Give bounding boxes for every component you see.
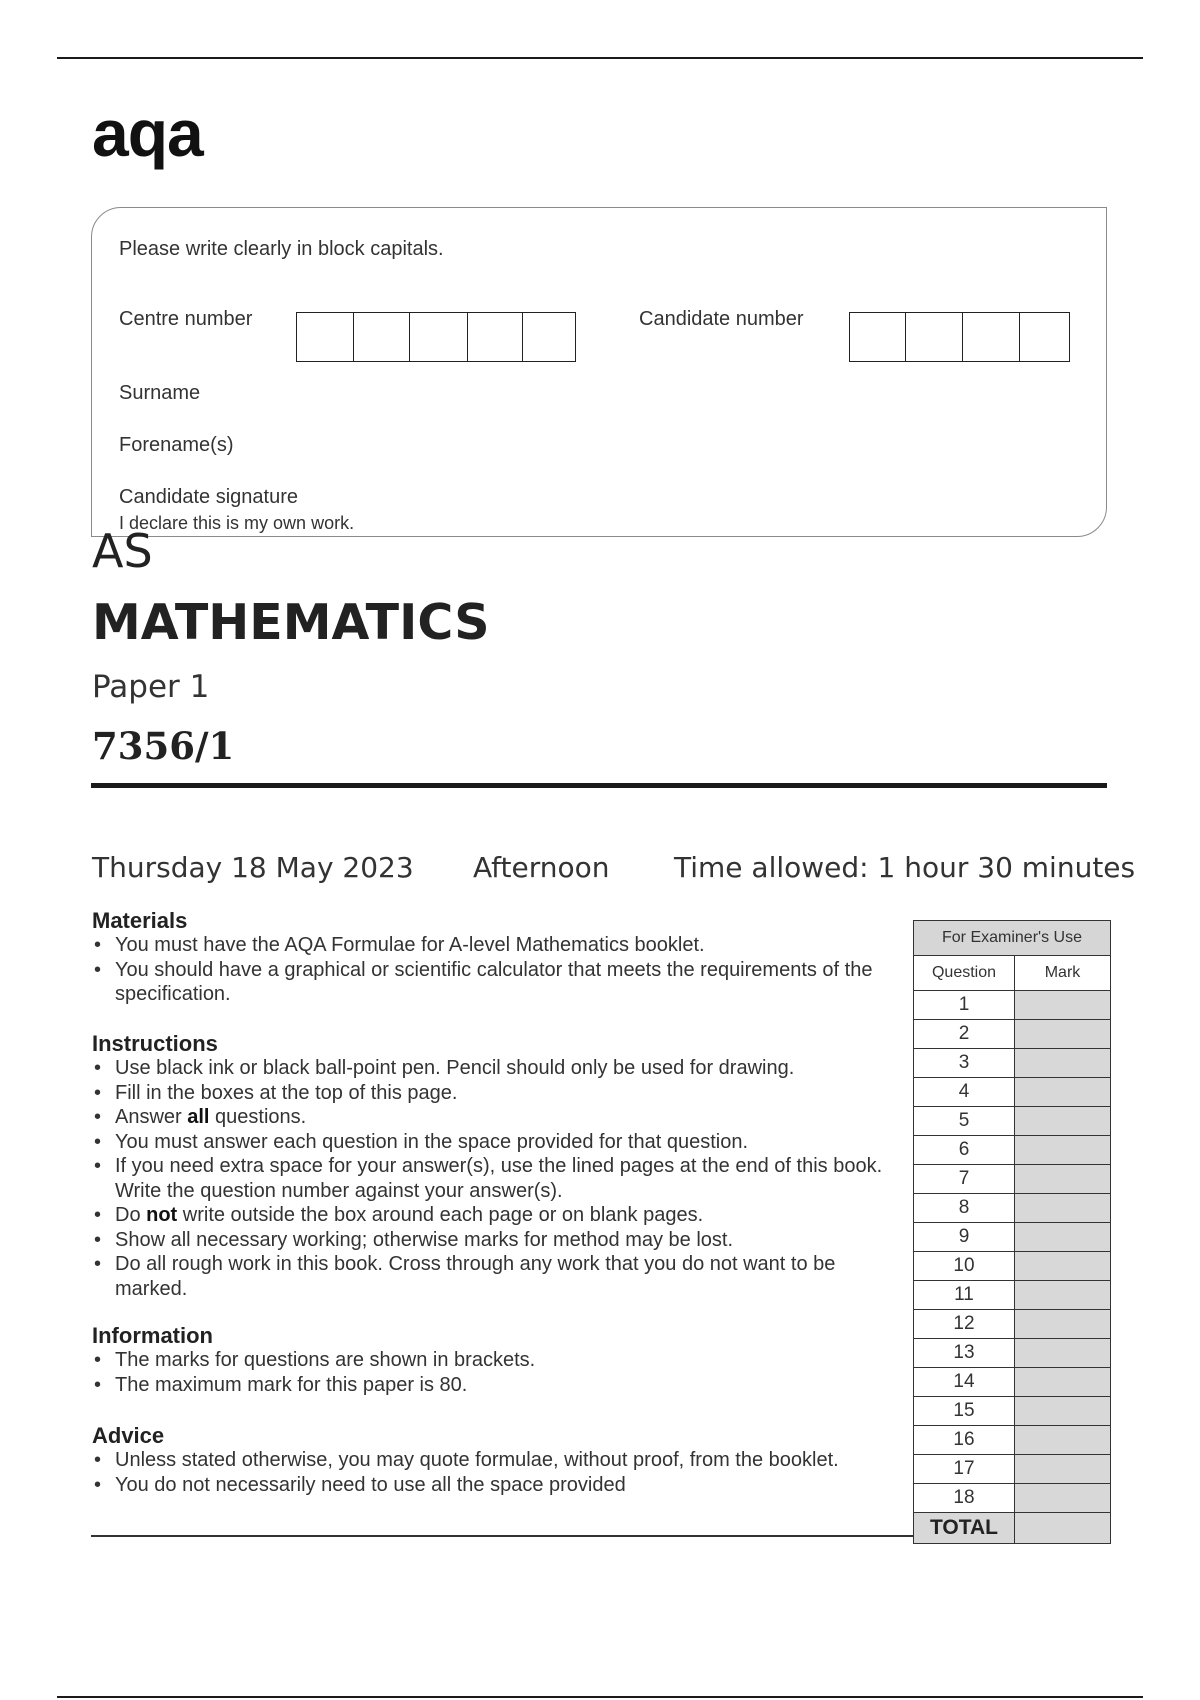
list-item: • Answer all questions. [92,1105,892,1130]
table-row [914,1223,1111,1252]
centre-digit-box[interactable] [410,313,468,361]
question-number-cell: 6 [914,1136,1015,1165]
table-row [914,1339,1111,1368]
forenames-label: Forename(s) [119,434,234,456]
information-heading: Information [92,1323,213,1348]
question-number-cell: 8 [914,1194,1015,1223]
mark-cell[interactable] [1015,1368,1111,1397]
mark-cell[interactable] [1015,1339,1111,1368]
total-mark-cell[interactable] [1015,1513,1111,1544]
question-number-cell: 14 [914,1368,1015,1397]
time-allowed: Time allowed: 1 hour 30 minutes [674,851,1136,884]
total-row [914,1513,1111,1544]
centre-digit-box[interactable] [354,313,411,361]
question-number-cell: 16 [914,1426,1015,1455]
block-capitals-instruction: Please write clearly in block capitals. [119,238,444,260]
centre-digit-box[interactable] [468,313,524,361]
question-number-cell: 2 [914,1020,1015,1049]
title-divider [91,783,1107,788]
centre-digit-box[interactable] [297,313,354,361]
question-number-cell: 1 [914,991,1015,1020]
table-row [914,1281,1111,1310]
list-item: • You should have a graphical or scientific calculator that meets the requirements of the specification. [92,958,892,1007]
paper-number: Paper 1 [92,669,210,705]
list-item: • Fill in the boxes at the top of this page. [92,1081,892,1106]
exam-date: Thursday 18 May 2023 [92,851,414,884]
advice-divider [91,1535,916,1537]
table-row [914,1426,1111,1455]
examiner-use-title: For Examiner's Use [914,921,1111,956]
signature-label: Candidate signature [119,486,299,508]
mark-cell[interactable] [1015,1397,1111,1426]
list-item: • Unless stated otherwise, you may quote formulae, without proof, from the booklet. [92,1448,892,1473]
candidate-digit-box[interactable] [850,313,906,361]
centre-number-label: Centre number [119,308,253,330]
mark-cell[interactable] [1015,1223,1111,1252]
candidate-digit-box[interactable] [963,313,1020,361]
table-row [914,1107,1111,1136]
list-item: • The marks for questions are shown in brackets. [92,1348,892,1373]
materials-list [92,933,892,1007]
candidate-digit-box[interactable] [906,313,962,361]
question-number-cell: 9 [914,1223,1015,1252]
list-item: • Do all rough work in this book. Cross through any work that you do not want to be marked. [92,1252,892,1301]
advice-heading: Advice [92,1423,165,1448]
bottom-border-line [57,1696,1143,1698]
mark-column-header: Mark [1015,956,1111,991]
mark-cell[interactable] [1015,1078,1111,1107]
table-row [914,1078,1111,1107]
candidate-details-box [91,207,1107,537]
exam-session: Afternoon [473,851,610,884]
instructions-heading: Instructions [92,1031,218,1056]
materials-heading: Materials [92,908,188,933]
question-number-cell: 3 [914,1049,1015,1078]
subject-title: MATHEMATICS [92,594,490,651]
mark-cell[interactable] [1015,1020,1111,1049]
candidate-digit-box[interactable] [1020,313,1069,361]
mark-cell[interactable] [1015,1281,1111,1310]
mark-cell[interactable] [1015,1455,1111,1484]
question-number-cell: 4 [914,1078,1015,1107]
mark-cell[interactable] [1015,1426,1111,1455]
mark-cell[interactable] [1015,1165,1111,1194]
list-item: • The maximum mark for this paper is 80. [92,1373,892,1398]
list-item: • You must have the AQA Formulae for A-level Mathematics booklet. [92,933,892,958]
table-row [914,1368,1111,1397]
qualification-level: AS [92,524,153,578]
question-number-cell: 18 [914,1484,1015,1513]
question-number-cell: 13 [914,1339,1015,1368]
list-item: • You do not necessarily need to use all the space provided [92,1473,892,1498]
advice-list [92,1448,892,1497]
centre-digit-box[interactable] [523,313,575,361]
mark-cell[interactable] [1015,1194,1111,1223]
information-list [92,1348,892,1397]
question-number-cell: 7 [914,1165,1015,1194]
candidate-number-label: Candidate number [639,308,804,330]
paper-code: 7356/1 [92,724,235,768]
question-number-cell: 15 [914,1397,1015,1426]
table-row [914,1310,1111,1339]
table-row [914,1049,1111,1078]
mark-cell[interactable] [1015,1136,1111,1165]
question-number-cell: 17 [914,1455,1015,1484]
centre-number-field[interactable] [296,312,576,362]
question-column-header: Question [914,956,1015,991]
table-row [914,1020,1111,1049]
mark-cell[interactable] [1015,1049,1111,1078]
aqa-logo: aqa [92,96,203,170]
table-row [914,1397,1111,1426]
question-number-cell: 11 [914,1281,1015,1310]
table-row [914,1455,1111,1484]
own-work-declaration: I declare this is my own work. [119,513,355,533]
list-item: • Do not write outside the box around each page or on blank pages. [92,1203,892,1228]
question-number-cell: 12 [914,1310,1015,1339]
list-item: • Show all necessary working; otherwise marks for method may be lost. [92,1228,892,1253]
examiner-use-table [913,920,1111,1544]
top-border-line [57,57,1143,59]
mark-cell[interactable] [1015,1252,1111,1281]
instructions-list [92,1056,892,1301]
total-label: TOTAL [914,1513,1015,1544]
table-row [914,1194,1111,1223]
list-item: • If you need extra space for your answer(s), use the lined pages at the end of this book. Write the question number against your answer(s). [92,1154,892,1203]
table-row [914,991,1111,1020]
list-item: • Use black ink or black ball-point pen. Pencil should only be used for drawing. [92,1056,892,1081]
mark-cell[interactable] [1015,991,1111,1020]
table-row [914,1252,1111,1281]
table-row [914,1484,1111,1513]
question-number-cell: 5 [914,1107,1015,1136]
mark-cell[interactable] [1015,1107,1111,1136]
mark-cell[interactable] [1015,1310,1111,1339]
question-number-cell: 10 [914,1252,1015,1281]
list-item: • You must answer each question in the space provided for that question. [92,1130,892,1155]
candidate-number-field[interactable] [849,312,1070,362]
mark-cell[interactable] [1015,1484,1111,1513]
surname-label: Surname [119,382,201,404]
table-row [914,1136,1111,1165]
table-row [914,1165,1111,1194]
